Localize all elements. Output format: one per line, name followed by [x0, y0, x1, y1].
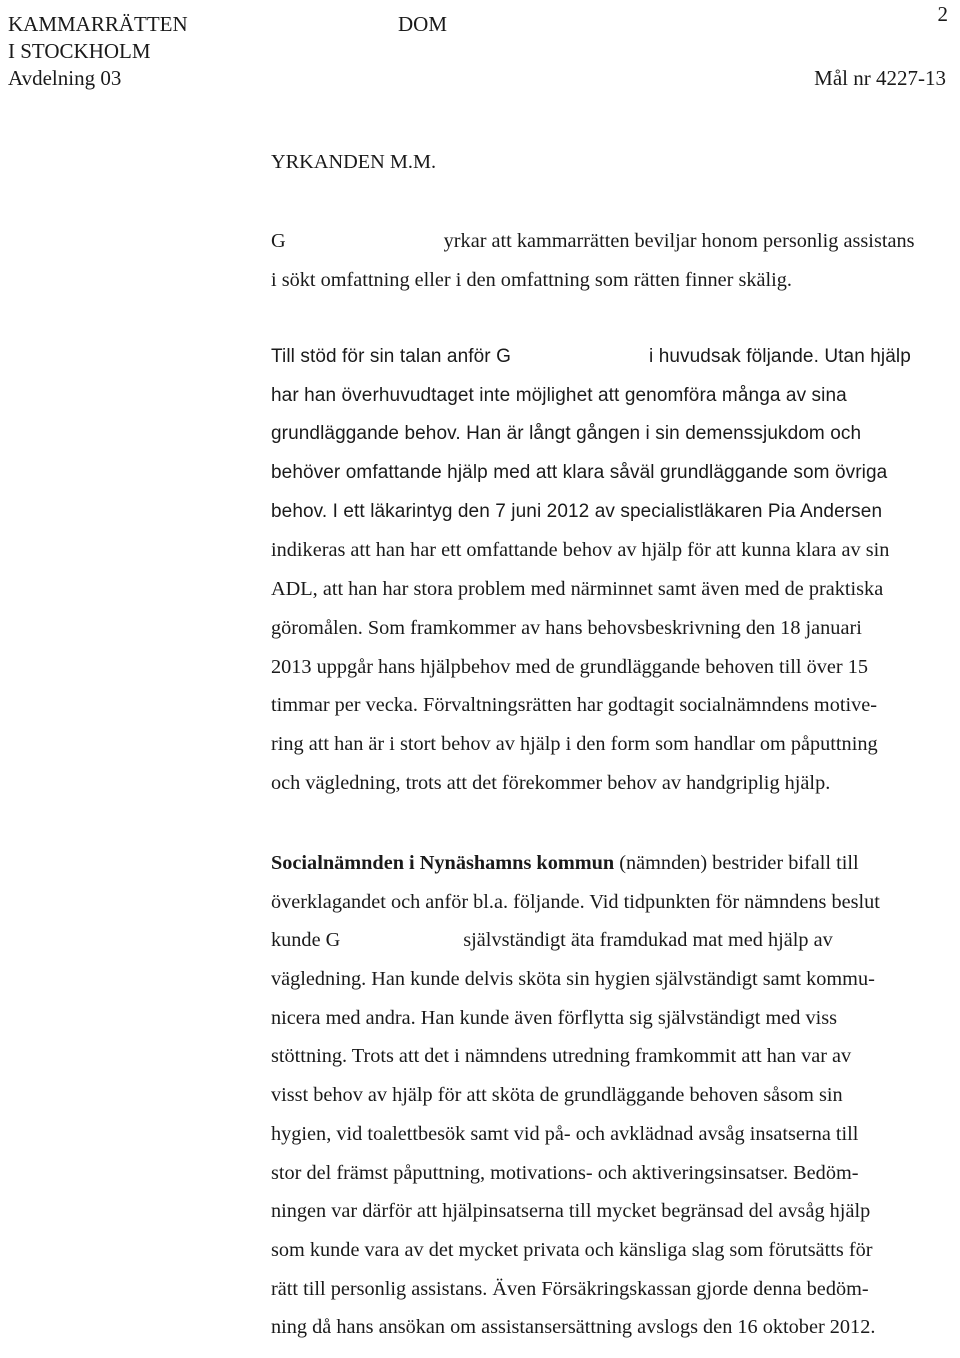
paragraph-line: behov. I ett läkarintyg den 7 juni 2012 av specialistläkaren Pia Andersen — [271, 500, 883, 522]
paragraph-line: överklagandet och anför bl.a. följande. Vid tidpunkten för nämndens beslut — [271, 890, 880, 913]
redacted-name: Till stöd för sin talan anför G — [271, 346, 511, 367]
case-number: Mål nr 4227-13 — [814, 66, 946, 90]
paragraph-grounds — [271, 338, 957, 802]
paragraph-line: ring att han är i stort behov av hjälp i den form som handlar om påputtning — [271, 732, 878, 755]
court-name-line1: KAMMARRÄTTEN — [8, 12, 188, 36]
department: Avdelning 03 — [8, 66, 122, 90]
paragraph-line: ADL, att han har stora problem med närminnet samt även med de praktiska — [271, 578, 884, 601]
paragraph-line: timmar per vecka. Förvaltningsrätten har godtagit socialnämndens motive- — [271, 694, 878, 717]
paragraph-line: och vägledning, trots att det förekommer behov av handgriplig hjälp. — [271, 771, 831, 794]
paragraph-line: behöver omfattande hjälp med att klara såväl grundläggande som övriga — [271, 462, 888, 484]
document-type: DOM — [398, 12, 448, 36]
paragraph-line: göromålen. Som framkommer av hans behovsbeskrivning den 18 januari — [271, 616, 862, 639]
paragraph-claim — [271, 222, 957, 299]
page-number: 2 — [937, 2, 948, 26]
paragraph-line: visst behov av hjälp för att sköta de grundläggande behoven såsom sin — [271, 1084, 843, 1107]
paragraph-line: i sökt omfattning eller i den omfattning som rätten finner skälig. — [271, 268, 793, 291]
paragraph-line: Socialnämnden i Nynäshamns kommun (nämnden) bestrider bifall till — [271, 852, 859, 874]
paragraph-line: rätt till personlig assistans. Även Försäkringskassan gjorde denna bedöm- — [271, 1277, 869, 1300]
court-name-line2: I STOCKHOLM — [8, 39, 151, 63]
paragraph-line: stor del främst påputtning, motivations- och aktiveringsinsatser. Bedöm- — [271, 1161, 859, 1184]
paragraph-line: vägledning. Han kunde delvis sköta sin hygien självständigt samt kommu- — [271, 968, 875, 991]
paragraph-respondent — [271, 844, 957, 1347]
section-heading: YRKANDEN M.M. — [271, 151, 437, 173]
paragraph-line: kunde G självständigt äta framdukad mat med hjälp av — [271, 929, 833, 952]
redacted-name: kunde G — [271, 929, 341, 952]
paragraph-line: indikeras att han har ett omfattande behov av hjälp för att kunna klara av sin — [271, 539, 890, 562]
paragraph-line: hygien, vid toalettbesök samt vid på- och avklädnad avsåg insatserna till — [271, 1122, 859, 1145]
paragraph-line: som kunde vara av det mycket privata och känsliga slag som förutsätts för — [271, 1238, 873, 1261]
redacted-name: G — [271, 230, 286, 252]
respondent-name: Socialnämnden i Nynäshamns kommun — [271, 852, 615, 874]
paragraph-line: nicera med andra. Han kunde även förflytta sig självständigt med viss — [271, 1006, 838, 1029]
paragraph-line: grundläggande behov. Han är långt gången i sin demenssjukdom och — [271, 423, 862, 445]
paragraph-line: stöttning. Trots att det i nämndens utredning framkommit att han var av — [271, 1045, 852, 1068]
paragraph-line: G yrkar att kammarrätten beviljar honom personlig assistans — [271, 230, 915, 252]
paragraph-line: har han överhuvudtaget inte möjlighet att genomföra många av sina — [271, 384, 847, 406]
paragraph-line: ningen var därför att hjälpinsatserna till mycket begränsad del avsåg hjälp — [271, 1200, 871, 1223]
paragraph-line: Till stöd för sin talan anför G i huvudsak följande. Utan hjälp — [271, 346, 911, 367]
paragraph-line: 2013 uppgår hans hjälpbehov med de grundläggande behoven till över 15 — [271, 655, 869, 678]
paragraph-line: ning då hans ansökan om assistansersättning avslogs den 16 oktober 2012. — [271, 1316, 876, 1339]
